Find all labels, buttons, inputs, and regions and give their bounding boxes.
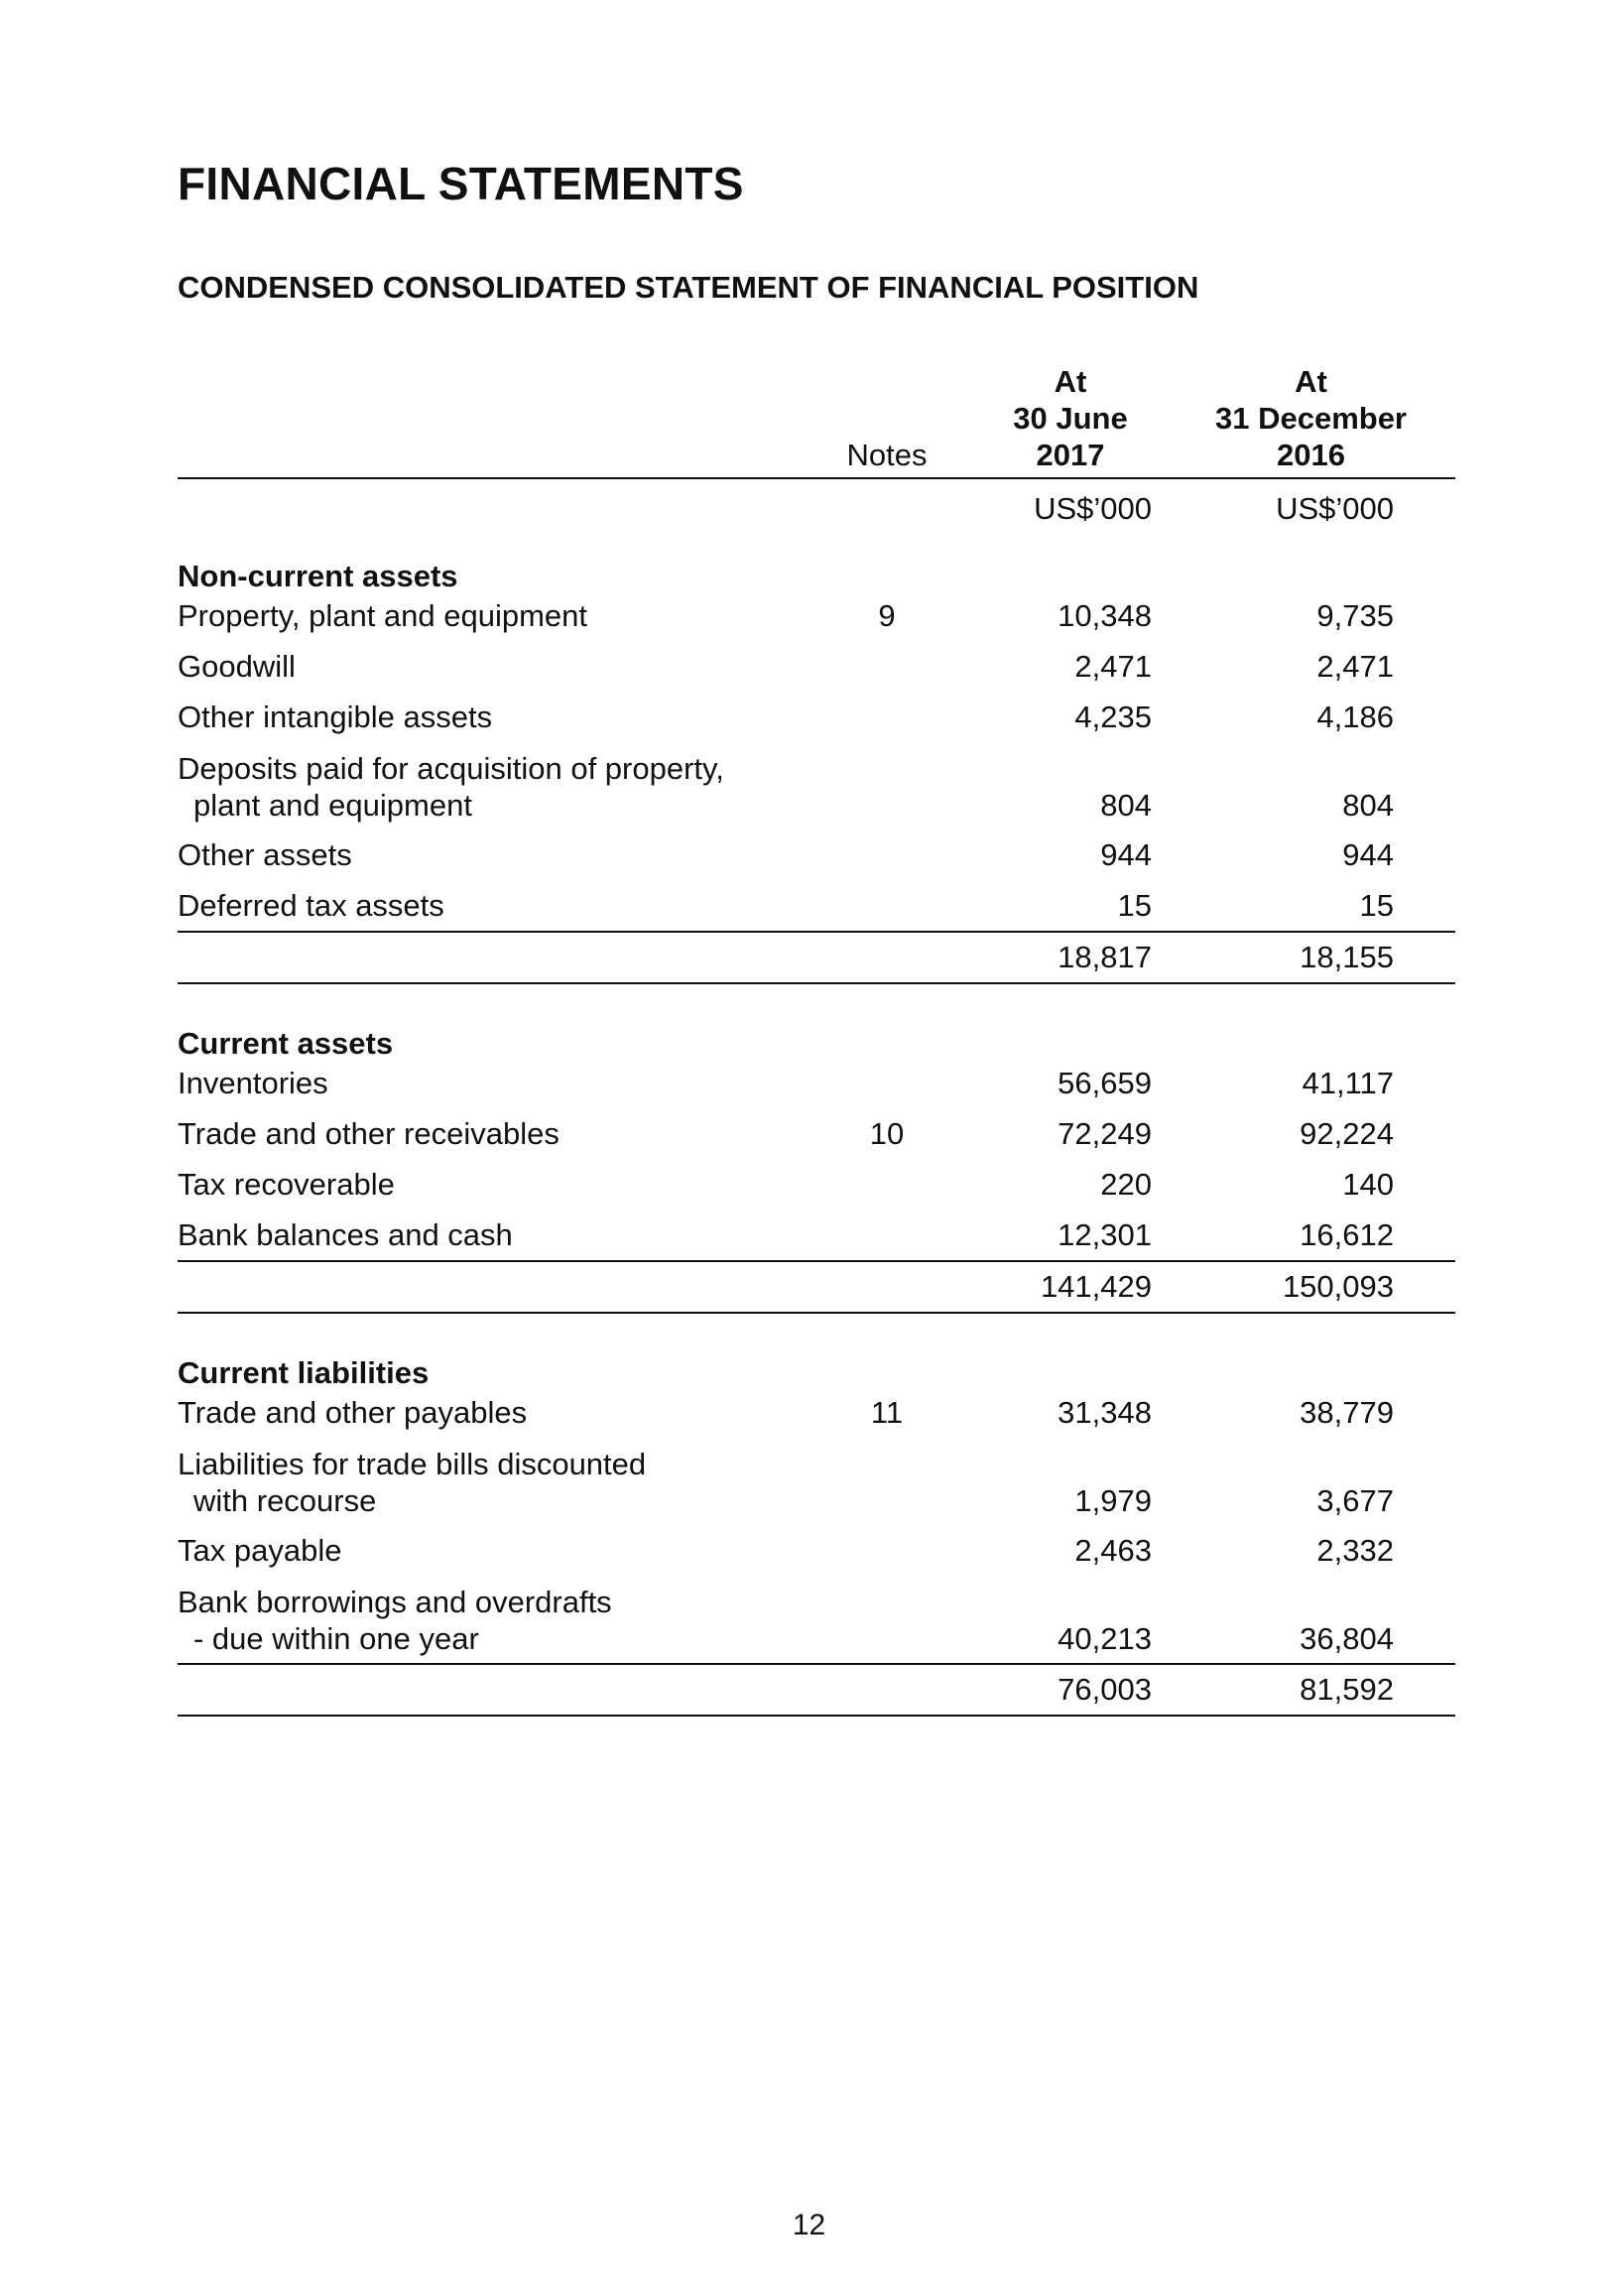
- subtotal-value-2016: 150,093: [1282, 1269, 1394, 1304]
- section-heading-row: [178, 1328, 1455, 1390]
- column-header-2017: [991, 363, 1150, 473]
- table-row: [178, 641, 1455, 692]
- row-value-2016: 9,735: [1316, 598, 1394, 633]
- row-value-2017: 944: [1100, 837, 1152, 872]
- row-label: [178, 1116, 560, 1152]
- table-row: [178, 1438, 1455, 1525]
- column-header-line: 2017: [1036, 438, 1105, 472]
- row-value-2016: 16,612: [1300, 1217, 1394, 1252]
- notes-column-header: Notes: [846, 438, 928, 472]
- row-label-line: with recourse: [193, 1483, 377, 1518]
- row-label: [178, 837, 352, 873]
- row-value-2016: 4,186: [1316, 700, 1394, 734]
- row-label-line: Other assets: [178, 837, 352, 872]
- row-value-2016: 38,779: [1300, 1395, 1394, 1430]
- table-row: [178, 880, 1455, 931]
- table-row: [178, 742, 1455, 829]
- row-value-2017: 1,979: [1074, 1483, 1152, 1518]
- column-header-line: 30 June: [1013, 401, 1128, 436]
- row-value-2017: 220: [1100, 1167, 1152, 1202]
- row-value-2016: 92,224: [1300, 1116, 1394, 1151]
- row-label: [178, 888, 444, 924]
- section-heading-row: [178, 531, 1455, 593]
- row-label: [178, 700, 492, 735]
- row-label-line: Tax payable: [178, 1533, 342, 1568]
- unit-label-2017: US$’000: [1034, 491, 1152, 526]
- row-value-2017: 2,463: [1074, 1533, 1152, 1568]
- subtotal-row: [178, 1663, 1455, 1717]
- row-label-line: Deferred tax assets: [178, 888, 444, 923]
- row-value-2016: 140: [1342, 1167, 1394, 1202]
- row-label-line: Tax recoverable: [178, 1167, 395, 1202]
- row-label: [178, 750, 724, 824]
- table-header: [178, 357, 1455, 479]
- financial-position-table: [178, 357, 1455, 1717]
- row-label-line: Trade and other receivables: [178, 1116, 560, 1151]
- row-label-line: Trade and other payables: [178, 1395, 528, 1430]
- table-row: [178, 1108, 1455, 1159]
- table-body: [178, 531, 1455, 1717]
- row-label: [178, 1217, 513, 1253]
- row-note-ref: 9: [878, 598, 896, 633]
- column-header-line: At: [1054, 364, 1087, 399]
- row-label-line: Bank balances and cash: [178, 1217, 513, 1252]
- row-label: [178, 598, 587, 634]
- row-value-2016: 36,804: [1300, 1621, 1394, 1656]
- page-title: FINANCIAL STATEMENTS: [178, 158, 744, 209]
- row-value-2017: 10,348: [1058, 598, 1152, 633]
- row-value-2016: 804: [1342, 788, 1394, 823]
- row-label: [178, 1446, 646, 1519]
- row-value-2017: 72,249: [1058, 1116, 1152, 1151]
- row-label-line: Deposits paid for acquisition of property,: [178, 751, 724, 786]
- table-row: [178, 590, 1455, 641]
- row-label: [178, 1167, 395, 1203]
- units-row: [178, 479, 1455, 531]
- subtotal-value-2017: 18,817: [1058, 940, 1152, 974]
- row-label-line: Liabilities for trade bills discounted: [178, 1447, 647, 1481]
- row-value-2017: 31,348: [1058, 1395, 1152, 1430]
- section-heading-row: [178, 998, 1455, 1061]
- page-number: 12: [792, 2209, 826, 2241]
- row-label-line: plant and equipment: [193, 788, 472, 823]
- subtotal-value-2016: 81,592: [1300, 1672, 1394, 1707]
- row-label-line: Other intangible assets: [178, 700, 493, 734]
- row-value-2017: 40,213: [1058, 1621, 1152, 1656]
- row-value-2016: 944: [1342, 837, 1394, 872]
- row-value-2017: 12,301: [1058, 1217, 1152, 1252]
- subtotal-value-2016: 18,155: [1300, 940, 1394, 974]
- row-label-line: Inventories: [178, 1066, 328, 1100]
- row-label-line: - due within one year: [193, 1621, 479, 1656]
- subtotal-value-2017: 76,003: [1058, 1672, 1152, 1707]
- row-label: [178, 1533, 341, 1569]
- row-note-ref: 11: [870, 1395, 904, 1430]
- table-row: [178, 1525, 1455, 1576]
- unit-label-2016: US$’000: [1276, 491, 1394, 526]
- subtotal-row: [178, 931, 1455, 984]
- row-label: [178, 1584, 612, 1657]
- row-note-ref: 10: [869, 1116, 905, 1151]
- subtotal-row: [178, 1260, 1455, 1314]
- table-row: [178, 1387, 1455, 1438]
- column-header-2016: [1209, 363, 1413, 473]
- column-header-line: 2016: [1277, 438, 1345, 472]
- statement-title: CONDENSED CONSOLIDATED STATEMENT OF FINANCIAL POSITION: [178, 270, 1199, 305]
- row-value-2017: 2,471: [1074, 649, 1152, 684]
- subtotal-value-2017: 141,429: [1040, 1269, 1152, 1304]
- table-row: [178, 1058, 1455, 1108]
- row-value-2017: 804: [1100, 788, 1152, 823]
- section-heading: Current liabilities: [178, 1355, 430, 1390]
- column-header-line: At: [1295, 364, 1327, 399]
- row-value-2016: 3,677: [1316, 1483, 1394, 1518]
- row-label: [178, 1395, 527, 1431]
- row-value-2016: 41,117: [1302, 1066, 1394, 1100]
- row-value-2017: 15: [1117, 888, 1152, 923]
- row-value-2016: 2,471: [1316, 649, 1394, 684]
- section-heading: Current assets: [178, 1026, 394, 1061]
- table-row: [178, 1210, 1455, 1260]
- row-label-line: Property, plant and equipment: [178, 598, 588, 633]
- table-row: [178, 1576, 1455, 1663]
- table-row: [178, 1159, 1455, 1210]
- row-label-line: Goodwill: [178, 649, 296, 684]
- row-value-2017: 4,235: [1074, 700, 1152, 734]
- table-row: [178, 829, 1455, 880]
- row-label: [178, 649, 296, 685]
- row-value-2017: 56,659: [1058, 1066, 1152, 1100]
- row-label: [178, 1066, 328, 1101]
- column-header-line: 31 December: [1214, 401, 1407, 436]
- section-heading: Non-current assets: [178, 559, 458, 593]
- row-value-2016: 15: [1359, 888, 1394, 923]
- table-row: [178, 692, 1455, 742]
- row-value-2016: 2,332: [1316, 1533, 1394, 1568]
- row-label-line: Bank borrowings and overdrafts: [178, 1585, 612, 1619]
